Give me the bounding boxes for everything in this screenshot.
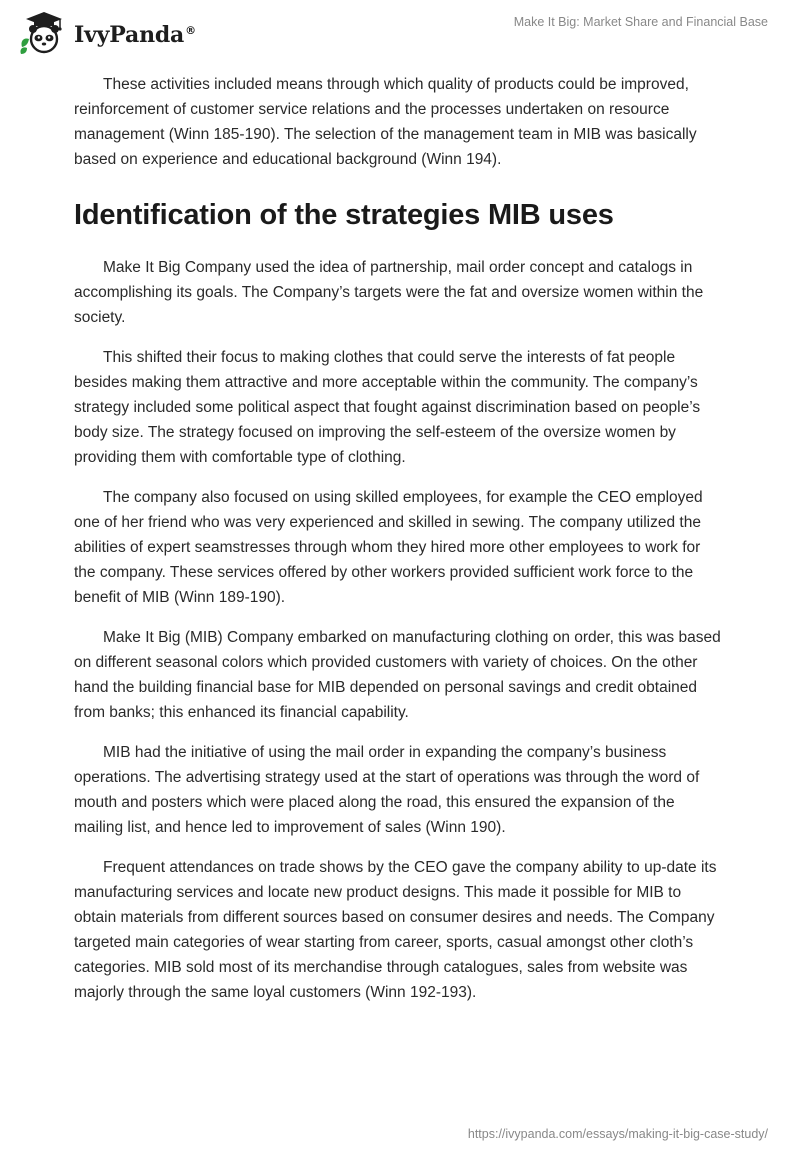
article-body <box>74 72 726 1020</box>
body-paragraph: Make It Big (MIB) Company embarked on manufacturing clothing on order, this was based on different seasonal colors which provided customers with variety of choices. On the other hand the building financial base for MIB depended on personal savings and credit obtained from banks; this enhanced its financial capability. <box>74 629 721 721</box>
intro-paragraph: These activities included means through which quality of products could be improved, reinforcement of customer service relations and the processes undertaken on resource management (Winn 185-190). The selection of the management team in MIB was basically based on experience and educational background (Winn 194). <box>74 76 697 168</box>
source-url-link[interactable]: https://ivypanda.com/essays/making-it-big-case-study/ <box>467 1127 768 1141</box>
logo-registered-mark: ® <box>185 23 196 37</box>
body-paragraph: This shifted their focus to making clothes that could serve the interests of fat people besides making them attractive and more acceptable within the community. The company’s strategy included some political aspect that fought against discrimination based on people’s body size. The strategy focused on improving the self-esteem of the oversize women by providing them with comfortable type of clothing. <box>74 349 701 466</box>
ivypanda-logo[interactable] <box>16 9 196 57</box>
panda-graduate-icon <box>16 9 72 57</box>
body-paragraph: The company also focused on using skilled employees, for example the CEO employed one of her friend who was very experienced and skilled in sewing. The company utilized the abilities of expert seamstresses through whom they hired more other employees to work for the company. These services offered by other workers provided sufficient work force to the benefit of MIB (Winn 189-190). <box>74 489 703 606</box>
page-header <box>0 0 800 62</box>
body-paragraph: Frequent attendances on trade shows by the CEO gave the company ability to up-date its manufacturing services and locate new product designs. This made it possible for MIB to obtain materials from different sources based on consumer desires and needs. The Company targeted main categories of wear starting from career, sports, casual amongst other cloth’s categories. MIB sold most of its merchandise through catalogues, sales from website was majorly through the same loyal customers (Winn 192-193). <box>74 859 717 1001</box>
logo-text: IvyPanda® <box>74 22 196 48</box>
document-title: Make It Big: Market Share and Financial Base <box>513 15 768 29</box>
section-heading: Identification of the strategies MIB uses <box>74 199 614 231</box>
body-paragraph: MIB had the initiative of using the mail order in expanding the company’s business operations. The advertising strategy used at the start of operations was through the word of mouth and posters which were placed along the road, this ensured the expansion of the mailing list, and hence led to improvement of sales (Winn 190). <box>74 744 700 836</box>
body-paragraph: Make It Big Company used the idea of partnership, mail order concept and catalogs in accomplishing its goals. The Company’s targets were the fat and oversize women within the society. <box>74 259 704 326</box>
